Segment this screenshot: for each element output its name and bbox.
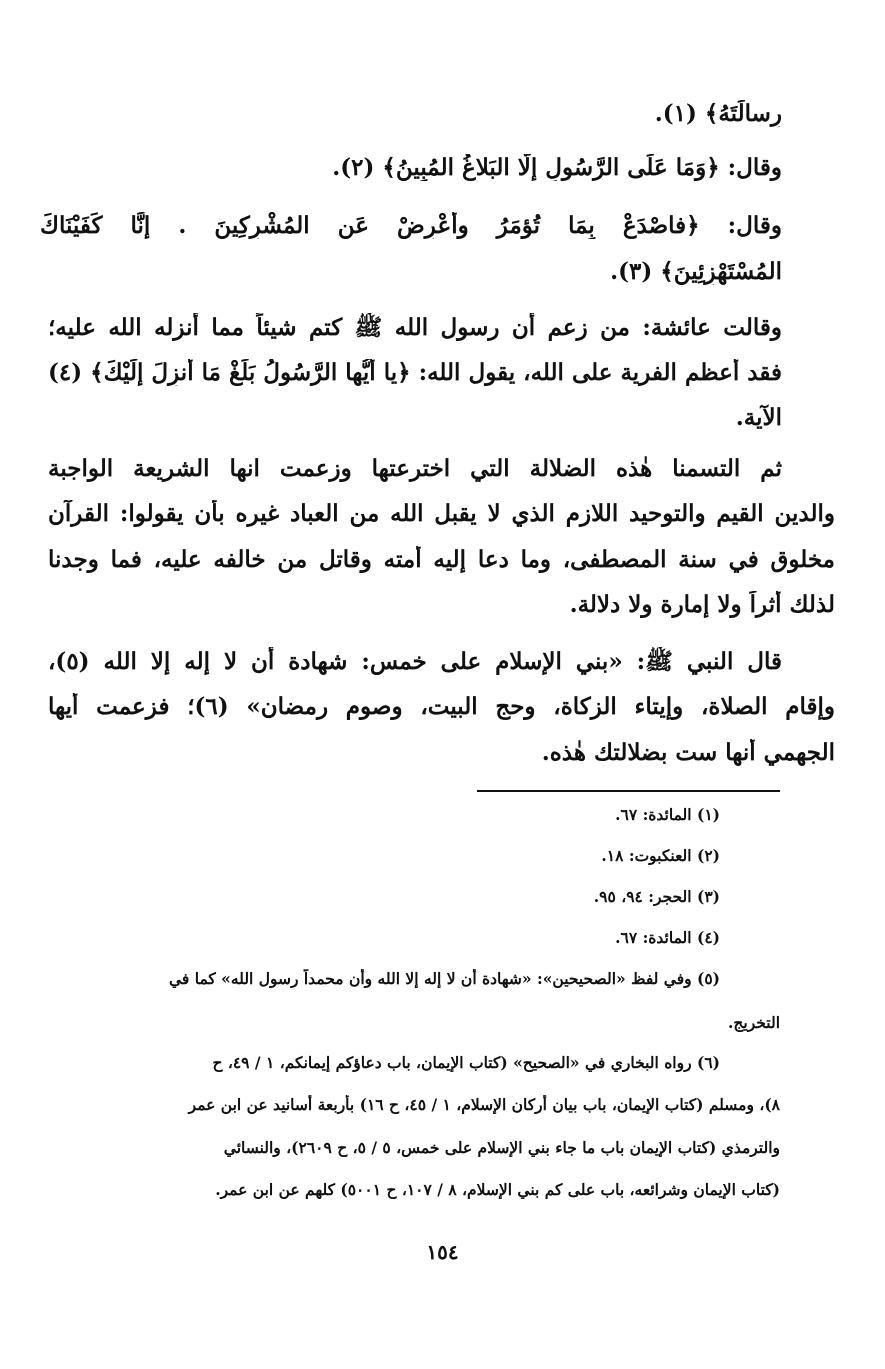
main-line: مخلوق في سنة المصطفى، وما دعا إليه أمته وقاتل من خالفه عليه، فما وجدنا — [48, 546, 835, 573]
footnote-line: (كتاب الإيمان وشرائعه، باب على كم بني الإسلام، ٨ / ١٠٧، ح ٥٠٠١) كلهم عن ابن عمر. — [215, 1180, 780, 1199]
main-line: وقالت عائشة: من زعم أن رسول الله ﷺ كتم شيئاً مما أنزله الله عليه؛ — [48, 314, 782, 341]
footnote-line: (٢) العنكبوت: ١٨. — [601, 846, 720, 865]
footnote-line: (١) المائدة: ٦٧. — [615, 805, 720, 824]
footnote-line: (٦) رواه البخاري في «الصحيح» (كتاب الإيمان، باب دعاؤكم إيمانكم، ١ / ٤٩، ح — [212, 1053, 720, 1072]
main-line: الجهمي أنها ست بضلالتك هٰذه. — [541, 739, 835, 766]
main-line: رِسالَتَهُ﴾ (١). — [654, 100, 782, 127]
main-line: قال النبي ﷺ: «بني الإسلام على خمس: شهادة أن لا إله إلا الله (٥)، — [48, 648, 782, 675]
main-line: لذلك أثراً ولا إمارة ولا دلالة. — [569, 591, 835, 618]
main-line: وإقام الصلاة، وإيتاء الزكاة، وحج البيت، وصوم رمضان» (٦)؛ فزعمت أيها — [48, 693, 835, 720]
main-line: المُسْتَهْزِئِينَ﴾ (٣). — [610, 258, 782, 285]
main-line: والدين القيم والتوحيد اللازم الذي لا يقبل الله من العباد غيره بأن يقولوا: القرآن — [48, 500, 835, 527]
page-number: ١٥٤ — [426, 1240, 459, 1264]
main-line: وقال: ﴿فاصْدَعْ بِمَا تُؤمَرُ وأعْرِضْ عَنِ المُشْرِكِينَ . إِنَّا كَفَيْنَاكَ — [40, 212, 782, 239]
footnote-line: (٤) المائدة: ٦٧. — [615, 928, 720, 947]
footnote-line: ٨)، ومسلم (كتاب الإيمان، باب بيان أركان الإسلام، ١ / ٤٥، ح ١٦) بأربعة أسانيد عن ابن عمر — [188, 1095, 780, 1114]
footnote-line: التخريج. — [728, 1013, 780, 1032]
main-line: فقد أعظم الفرية على الله، يقول الله: ﴿يا أيُّها الرَّسُولُ بَلِّغْ مَا أُنزِلَ إِلَيْكَ﴾ (٤) — [48, 359, 782, 386]
main-line: الآية. — [735, 404, 782, 431]
footnote-line: والترمذي (كتاب الإيمان باب ما جاء بني الإسلام على خمس، ٥ / ٥، ح ٢٦٠٩)، والنسائي — [223, 1138, 780, 1157]
footnote-line: (٣) الحجر: ٩٤، ٩٥. — [593, 887, 720, 906]
main-line: وقال: ﴿وَمَا عَلَى الرَّسُولِ إِلَّا البَلاغُ المُبِينُ﴾ (٢). — [332, 154, 782, 181]
footnote-line: (٥) وفي لفظ «الصحيحين»: «شهادة أن لا إله إلا الله وأن محمداً رسول الله» كما في — [169, 969, 720, 988]
main-line: ثم التسمنا هٰذه الضلالة التي اخترعتها وزعمت انها الشريعة الواجبة — [48, 455, 782, 482]
footnote-separator — [477, 790, 780, 792]
